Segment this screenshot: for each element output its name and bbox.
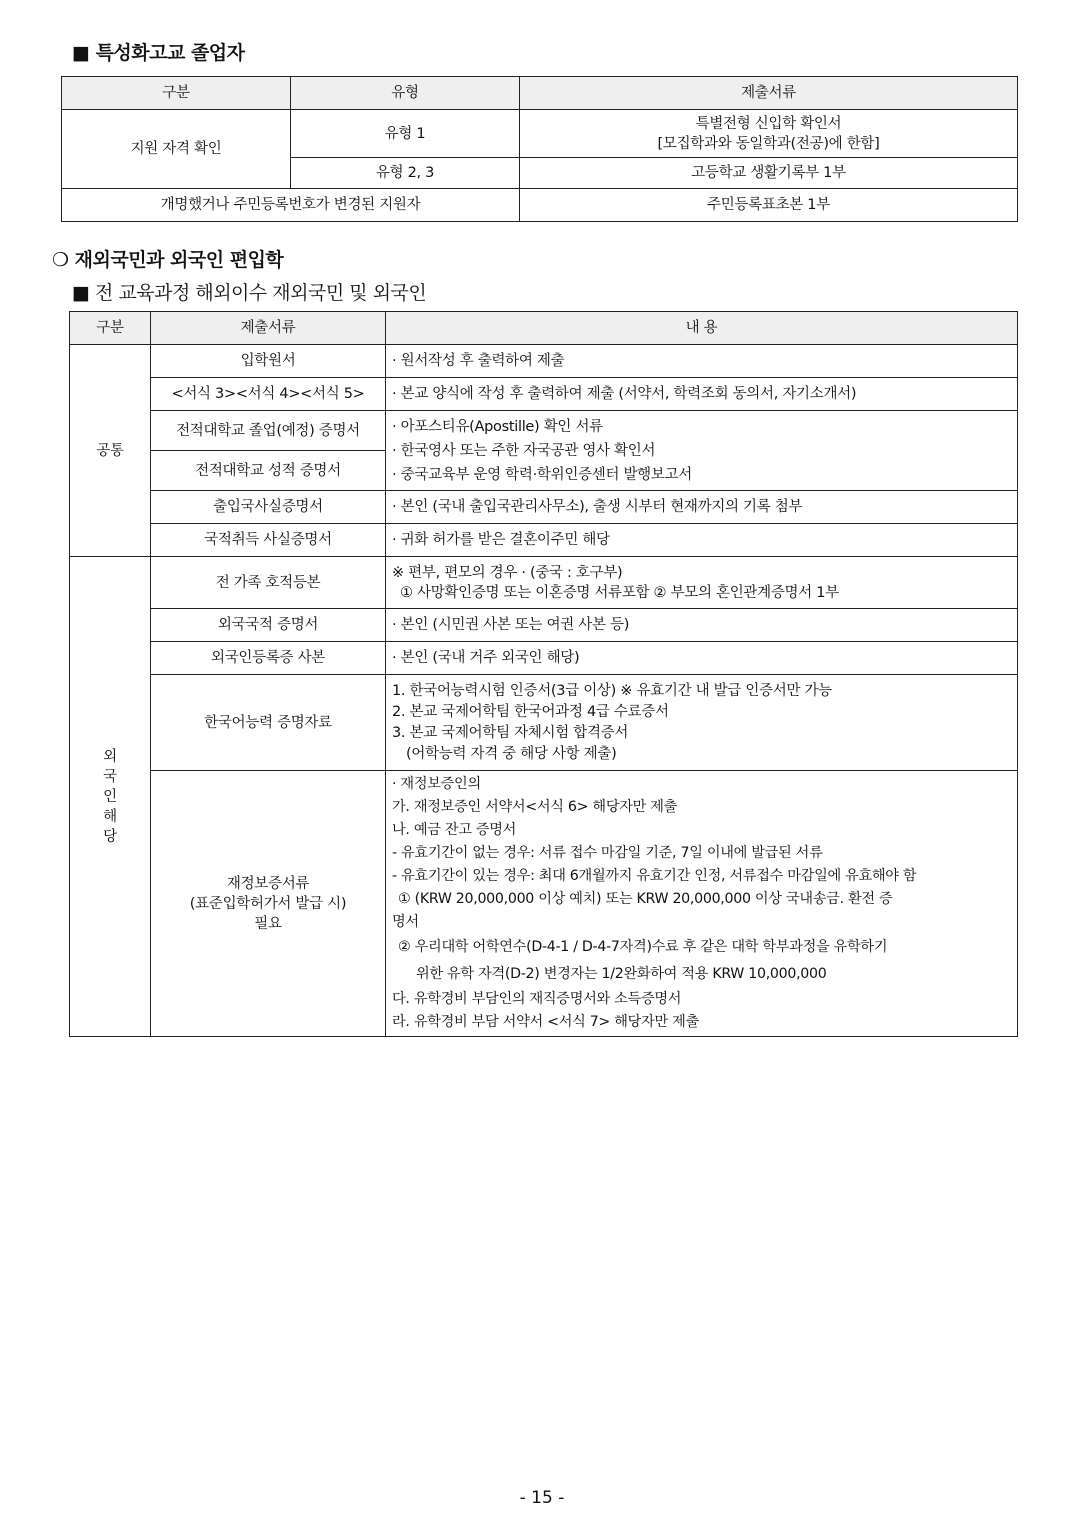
content-korean-proficiency: 1. 한국어능력시험 인증서(3급 이상) ※ 유효기간 내 발급 인증서만 가능 2. 본교 국제어학팀 한국어과정 4급 수료증서 3. 본교 국제어학팀 자체시험 합격증서 (어학능력 자격 중 해당 사항 제출) <box>386 675 1018 771</box>
table-row <box>70 771 1018 1037</box>
header-documents: 제출서류 <box>520 77 1018 110</box>
table-row <box>70 378 1018 411</box>
rename-label: 개명했거나 주민등록번호가 변경된 지원자 <box>62 189 520 222</box>
content-verification: · 아포스티유(Apostille) 확인 서류 · 한국영사 또는 주한 자국공관 영사 확인서 · 중국교육부 운영 학력·학위인증센터 발행보고서 <box>386 411 1018 491</box>
group-foreign-label: 외 국 인 해 당 <box>70 557 151 1037</box>
header-content: 내 용 <box>386 312 1018 345</box>
content-nationality: · 본인 (시민권 사본 또는 여권 사본 등) <box>386 609 1018 642</box>
table-row <box>62 110 1018 158</box>
section-heading-overseas: ❍ 재외국민과 외국인 편입학 <box>52 249 284 271</box>
doc-korean-proficiency: 한국어능력 증명자료 <box>151 675 386 771</box>
content-immigration: · 본인 (국내 출입국관리사무소), 출생 시부터 현재까지의 기록 첨부 <box>386 491 1018 524</box>
type23-label: 유형 2, 3 <box>291 158 520 189</box>
header-documents: 제출서류 <box>151 312 386 345</box>
doc-financial-guarantee: 재정보증서류 (표준입학허가서 발급 시) 필요 <box>151 771 386 1037</box>
table-row <box>70 642 1018 675</box>
type1-docs: 특별전형 신입학 확인서 [모집학과와 동일학과(전공)에 한함] <box>520 110 1018 158</box>
doc-immigration: 출입국사실증명서 <box>151 491 386 524</box>
table-row <box>70 524 1018 557</box>
table-row <box>70 411 1018 451</box>
content-alien-registration: · 본인 (국내 거주 외국인 해당) <box>386 642 1018 675</box>
doc-graduation: 전적대학교 졸업(예정) 증명서 <box>151 411 386 451</box>
overseas-documents-table <box>69 311 1018 1037</box>
rename-docs: 주민등록표초본 1부 <box>520 189 1018 222</box>
table-header-row <box>62 77 1018 110</box>
qualify-label: 지원 자격 확인 <box>62 110 291 189</box>
header-category: 구분 <box>62 77 291 110</box>
doc-naturalization: 국적취득 사실증명서 <box>151 524 386 557</box>
table-row <box>70 557 1018 609</box>
section-heading-vocational: ■ 특성화고교 졸업자 <box>72 42 245 64</box>
doc-nationality: 외국국적 증명서 <box>151 609 386 642</box>
content-financial-guarantee: · 재정보증인의 가. 재정보증인 서약서<서식 6> 해당자만 제출 나. 예금 잔고 증명서 - 유효기간이 없는 경우: 서류 접수 마감일 기준, 7일 이내에 발급된 서류 - 유효기간이 있는 경우: 최대 6개월까지 유효기간 인정, 서류접수 마감일에 유효해야 함 ① (KRW 20,000,000 이상 예치) 또는 KRW 20,000,000 이상 국내송금. 환전 증 명서 ② 우리대학 어학연수(D-4-1 / D-4-7자격)수료 후 같은 대학 학부과정을 유학하기 위한 유학 자격(D-2) 변경자는 1/2완화하여 적용 KRW 10,000,000 다. 유학경비 부담인의 재직증명서와 소득증명서 라. 유학경비 부담 서약서 <서식 7> 해당자만 제출 <box>386 771 1018 1037</box>
vocational-graduate-table <box>61 76 1018 222</box>
type23-docs: 고등학교 생활기록부 1부 <box>520 158 1018 189</box>
table-row <box>70 491 1018 524</box>
doc-alien-registration: 외국인등록증 사본 <box>151 642 386 675</box>
table-row <box>62 189 1018 222</box>
content-family-register: ※ 편부, 편모의 경우 · (중국 : 호구부) ① 사망확인증명 또는 이혼증명 서류포함 ② 부모의 혼인관계증명서 1부 <box>386 557 1018 609</box>
table-header-row <box>70 312 1018 345</box>
doc-family-register: 전 가족 호적등본 <box>151 557 386 609</box>
content-application: · 원서작성 후 출력하여 제출 <box>386 345 1018 378</box>
content-forms: · 본교 양식에 작성 후 출력하여 제출 (서약서, 학력조회 동의서, 자기소개서) <box>386 378 1018 411</box>
page-number: - 15 - <box>519 1488 565 1508</box>
doc-application: 입학원서 <box>151 345 386 378</box>
table-row <box>70 345 1018 378</box>
group-common-label: 공통 <box>70 345 151 557</box>
type1-label: 유형 1 <box>291 110 520 158</box>
section-subheading-overseas: ■ 전 교육과정 해외이수 재외국민 및 외국인 <box>72 282 427 304</box>
content-naturalization: · 귀화 허가를 받은 결혼이주민 해당 <box>386 524 1018 557</box>
table-row <box>70 609 1018 642</box>
doc-forms: <서식 3><서식 4><서식 5> <box>151 378 386 411</box>
header-category: 구분 <box>70 312 151 345</box>
header-type: 유형 <box>291 77 520 110</box>
table-row <box>70 675 1018 771</box>
doc-transcript: 전적대학교 성적 증명서 <box>151 451 386 491</box>
